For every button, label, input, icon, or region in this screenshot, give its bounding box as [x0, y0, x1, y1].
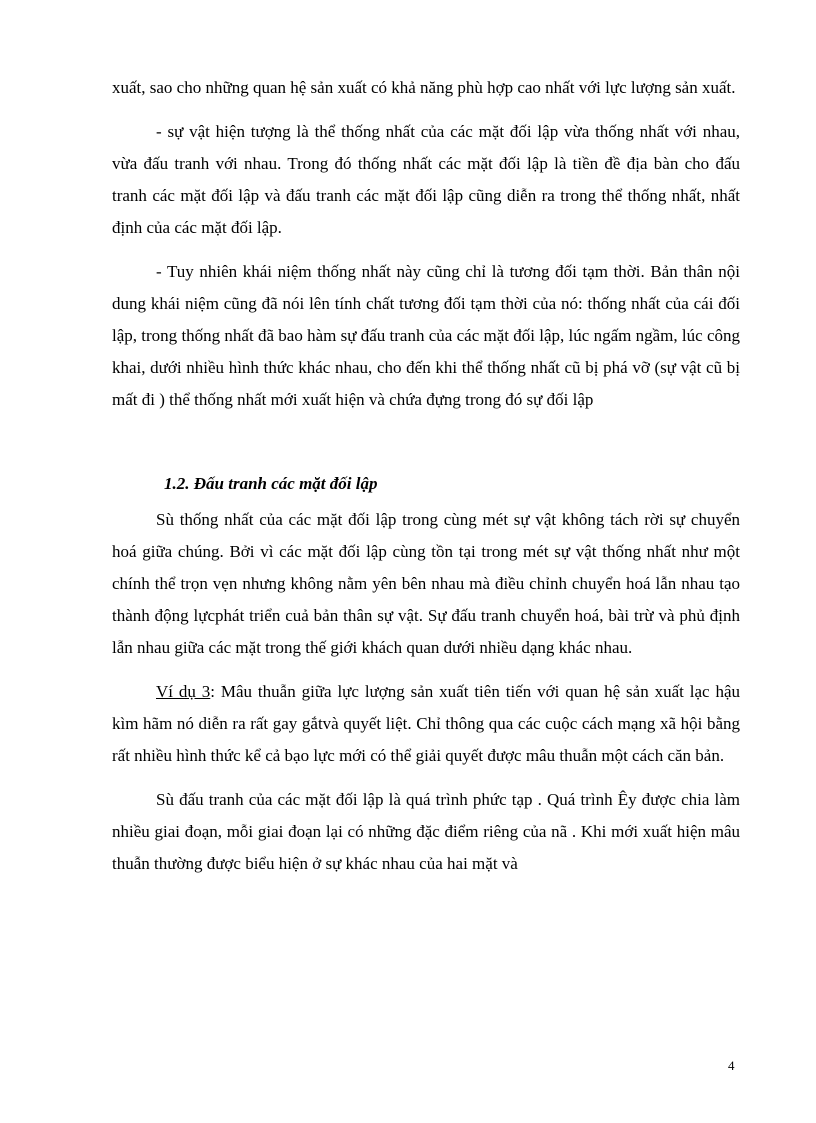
paragraph-relative-unity: - Tuy nhiên khái niệm thống nhất này cũng chỉ là tương đối tạm thời. Bản thân nội dung khái niệm cũng đã nói lên tính chất tương đối tạm thời của nó: thống nhất của cái đối lập, trong thống nhất đã bao hàm sự đấu tranh của các mặt đối lập, lúc ngấm ngầm, lúc công khai, dưới nhiều hình thức khác nhau, cho đến khi thể thống nhất cũ bị phá vỡ (sự vật cũ bị mất đi ) thể thống nhất mới xuất hiện và chứa đựng trong đó sự đối lập: [112, 262, 740, 409]
example-text: : Mâu thuẫn giữa lực lượng sản xuất tiên tiến với quan hệ sản xuất lạc hậu kìm hãm nó diễn ra rất gay gắtvà quyết liệt. Chỉ thông qua các cuộc cách mạng xã hội bằng rất nhiều hình thức kể cả bạo lực mới có thể giải quyết được mâu thuẫn một cách căn bản.: [112, 682, 740, 765]
paragraph-unity-of-opposites: - sự vật hiện tượng là thể thống nhất của các mặt đối lập vừa thống nhất với nhau, vừa đấu tranh với nhau. Trong đó thống nhất các mặt đối lập là tiền đề địa bàn cho đấu tranh các mặt đối lập và đấu tranh các mặt đối lập cũng diễn ra trong thể thống nhất, nhất định của các mặt đối lập.: [112, 122, 740, 237]
section-heading: 1.2. Đấu tranh các mặt đối lập: [164, 474, 378, 493]
paragraph-example: [112, 676, 740, 772]
paragraph-struggle-intro: Sù thống nhất của các mặt đối lập trong cùng mét sự vật không tách rời sự chuyển hoá giữa chúng. Bởi vì các mặt đối lập cùng tồn tại trong mét sự vật thống nhất như một chính thể trọn vẹn nhưng không nằm yên bên nhau mà điều chỉnh chuyển hoá lẫn nhau tạo thành động lựcphát triển cuả bản thân sự vật. Sự đấu tranh chuyển hoá, bài trừ và phủ định lẫn nhau giữa các mặt trong thế giới khách quan dưới nhiều dạng khác nhau.: [112, 510, 740, 657]
page-number: 4: [728, 1058, 735, 1073]
page-content: [112, 72, 740, 892]
section-spacer: [112, 428, 740, 468]
paragraph-continuation: xuất, sao cho những quan hệ sản xuất có khả năng phù hợp cao nhất với lực lượng sản xuất.: [112, 78, 736, 97]
paragraph-struggle-process: Sù đấu tranh của các mặt đối lập là quá trình phức tạp . Quá trình Êy được chia làm nhiều giai đoạn, mỗi giai đoạn lại có những đặc điểm riêng của nã . Khi mới xuất hiện mâu thuẫn thường được biểu hiện ở sự khác nhau của hai mặt và: [112, 790, 740, 873]
example-label: Ví dụ 3: [156, 682, 211, 701]
